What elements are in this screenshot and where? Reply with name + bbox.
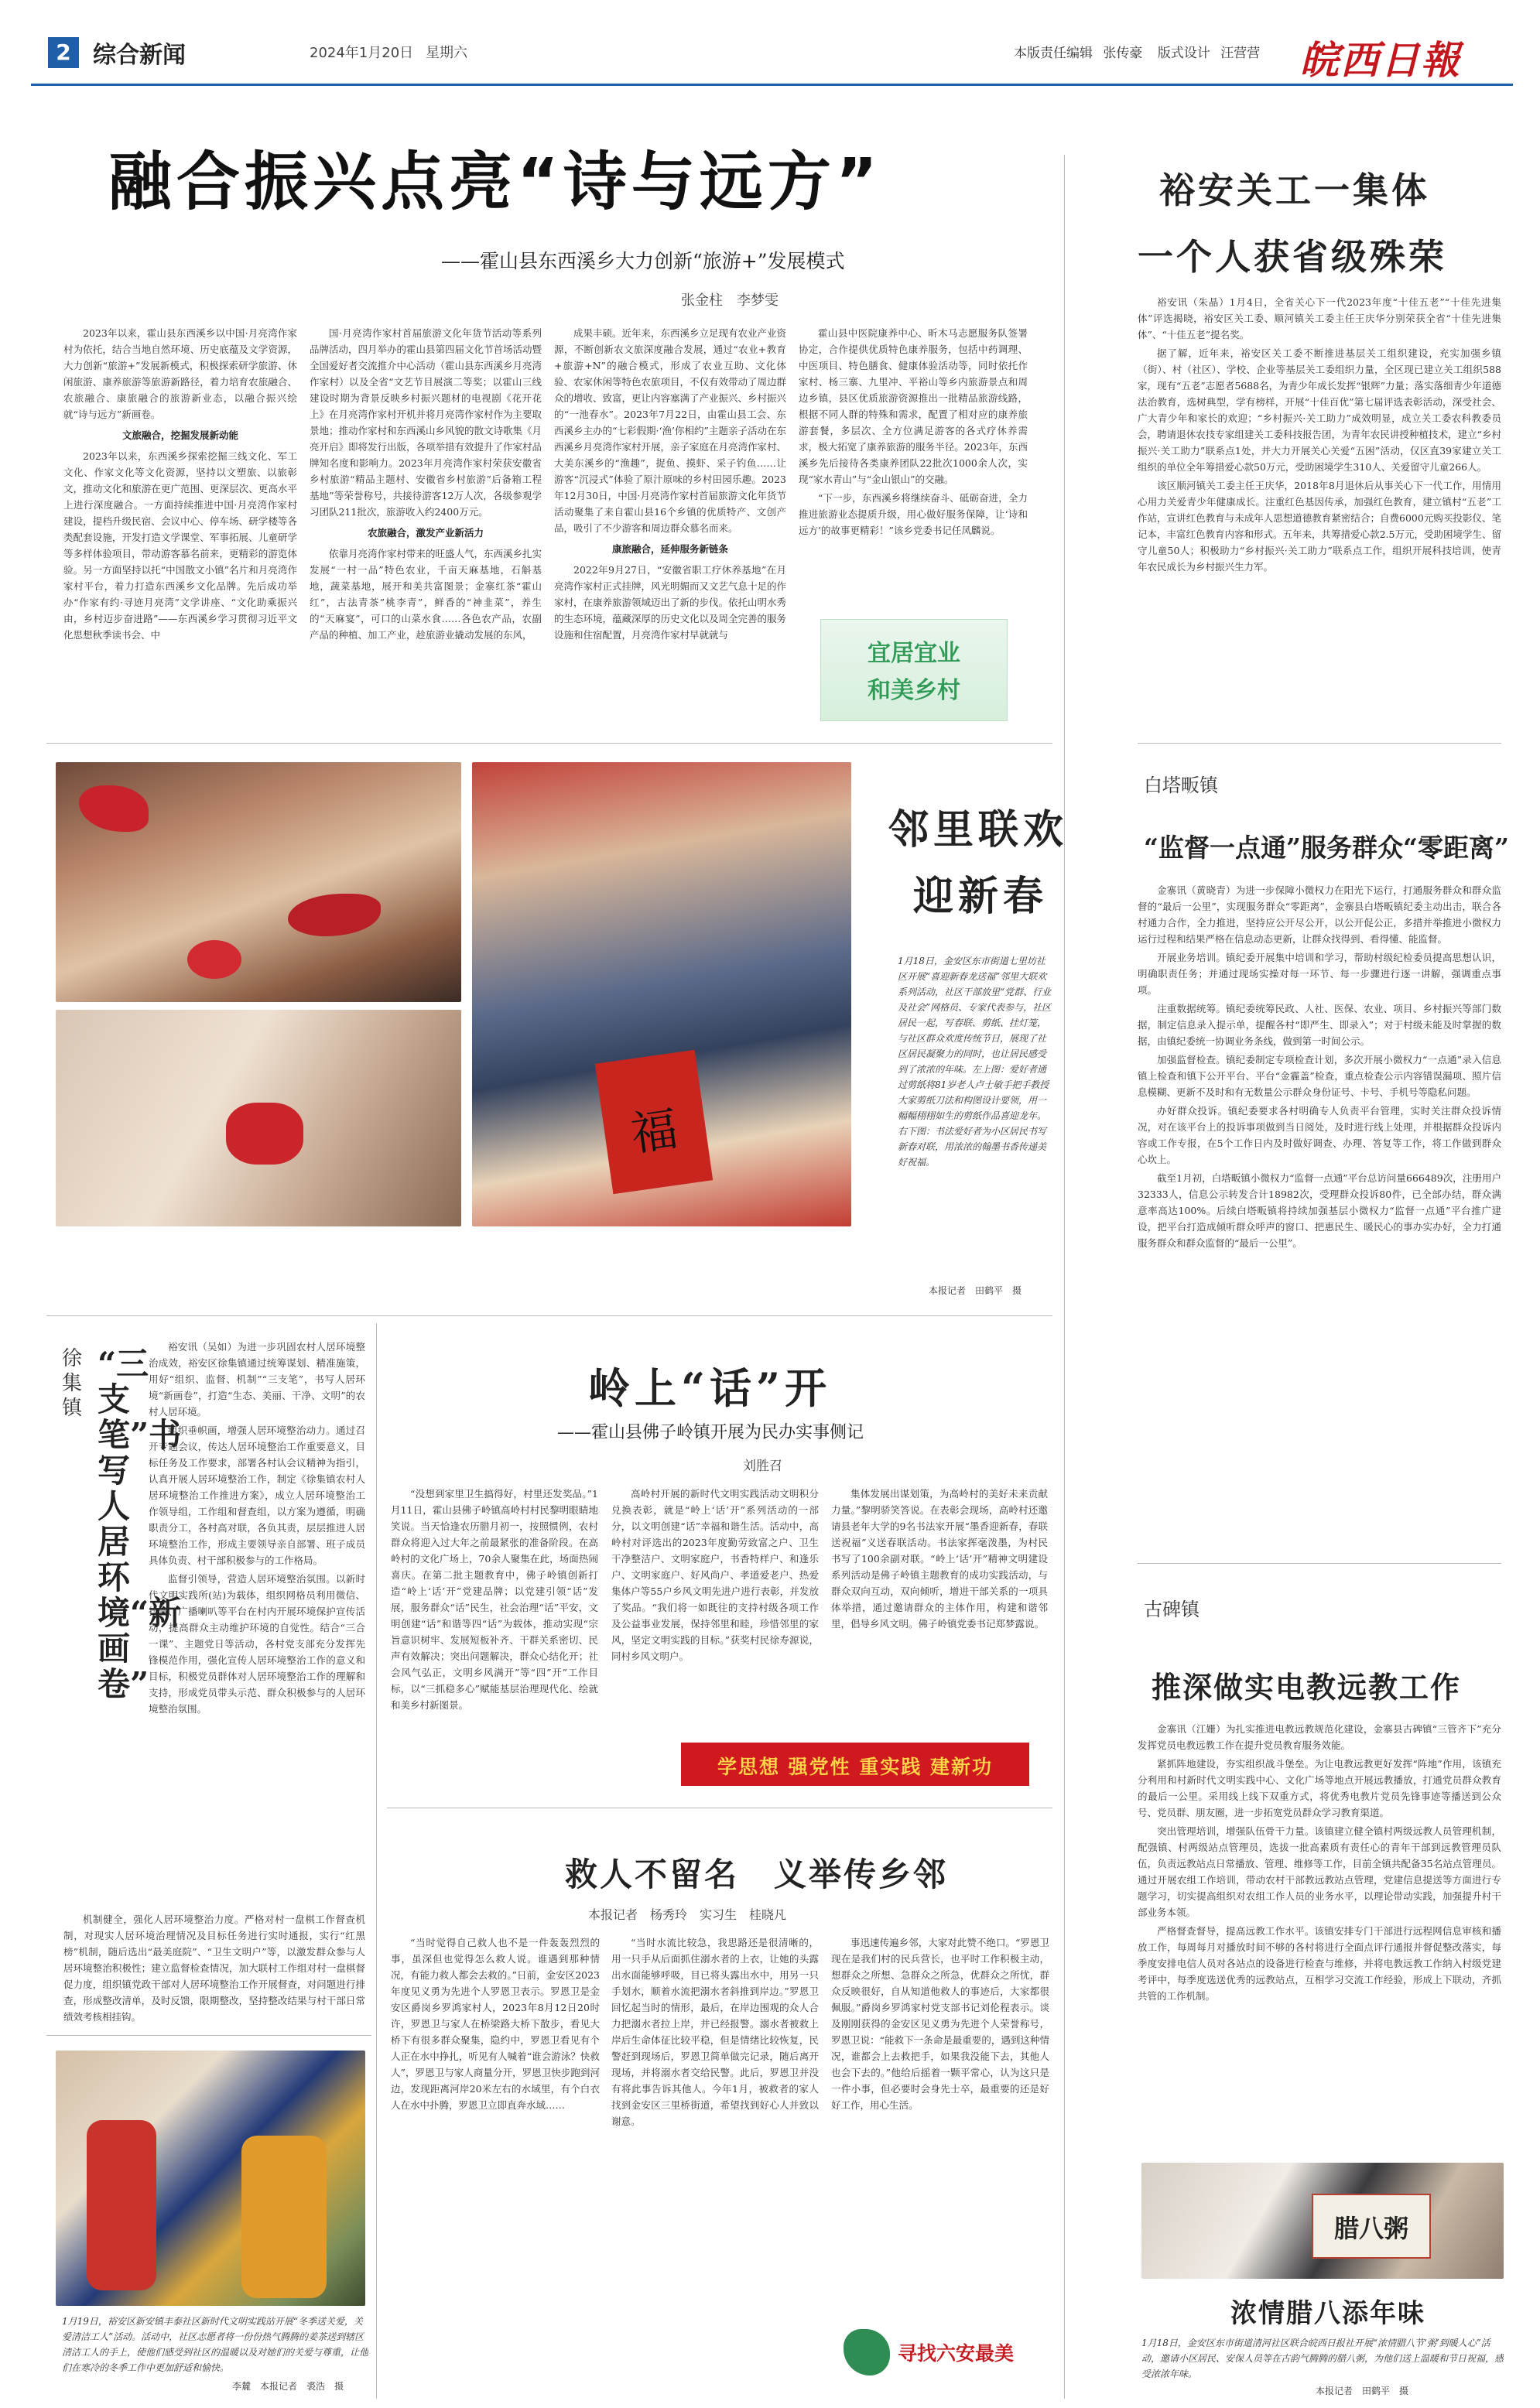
lingshang-paragraph: 高岭村开展的新时代文明实践活动文明积分兑换表彰，就是“岭上‘话’开”系列活动的一部分，以文明创建“话”幸福和谐生活。活动中，高岭村对评选出的2023年度勤劳致富之户、卫生干净整洁户、文明家庭户，书香特样户、和逢乐户、文明家庭户、好风尚户、孝道爱老户、热爱集体户等55户乡风文明先进户进行表彰，并发放了奖品。“我们将一如既往的支持村级各项工作及公益事业发展，保持邻里和睦，珍惜邻里的家风，坚定文明实践的目标。”获奖村民徐寿源说，同村乡风文明户。 [611,1488,819,1662]
calligraphy-photo [472,762,851,1226]
guqiang-body [1138,1721,1501,2154]
baita-town: 白塔畈镇 [1144,775,1218,796]
lead-paragraph: 依靠月亮湾作家村带来的旺盛人气，东西溪乡扎实发展“一村一品”特色农业，千亩天麻基地，石斛基地，蔬菜基地，展开和美共富图景；金寨红茶“霍山红”，古法青茶”桃李青”，鲜香的“神韭菜”，养生的“天麻宴”，可口的山菜水食……各色农产品，农副产品的种植、加工产业，趁旅游业撬动发展的东风， [310,548,542,641]
livable-village-badge [820,619,1008,721]
lead-subhead: 文旅融合，挖掘发展新动能 [121,429,238,441]
guqiang-title: 推深做实电教远教工作 [1152,1670,1462,1705]
volunteer-jacket [87,2120,156,2290]
photo2-credit: 李麓 本报记者 裘浩 摄 [232,2381,344,2392]
photo1-title-2: 迎新春 [913,873,1049,920]
masthead-logo: 皖西日報 [1300,37,1461,83]
lingshang-column-1 [391,1486,598,1718]
lead-paragraph: 2023年以来，东西溪乡探索挖掘三线文化、军工文化、作家文化等文化资源，坚持以文塑旅、以旅彰文，推动文化和旅游在更广范围、更深层次、更高水平上进行深度融合。一方面持续推进中国·月亮湾作家村建设，提档升级民宿、会议中心、停车场、研学楼等各类配套设施，开发打造文学课堂、军事拓展、儿童研学等多样体验项目，带动游客慕名前来，更精彩的游览体验。另一方面坚持以托“中国散文小镇”名片和月亮湾作家村平台，着力打造东西溪乡文化品牌。先后成功举办“作家有约·寻迹月亮湾”文学讲座、“文化助乘振兴由，乡村迈步奋进路”——东西溪乡学习贯彻习近平文化思想秋季读书会、中 [63,450,297,641]
editor-name: 张传豪 [1103,46,1143,61]
lead-subheadline: ——霍山县东西溪乡大力创新“旅游+”发展模式 [441,250,845,272]
photo3-caption: 1月18日，金安区东市街道清河社区联合皖西日报社开展“浓情腊八节‘粥’到暖人心”活动，邀请小区居民、安保人员等在古韵气腾腾的腊八粥，为他们送上温暖和节日祝福，感受浓浓年味。 [1141,2338,1504,2379]
jiuren-byline: 本报记者 杨秀玲 实习生 桂晓凡 [588,1907,787,1922]
lead-paragraph: 国·月亮湾作家村首届旅游文化年货节活动等系列品牌活动，四月举办的霍山县第四届文化节首场活动暨全国爱好者交流推介中心活动（霍山县东西溪乡月亮湾作家村）以及全省“文艺节目展演二等奖；以霍山三线建设时期为背景反映乡村振兴题材的电视剧《花开花上》在月亮湾作家村开机并将月亮湾作家村作为主要取景地；推动作家村和东西溪山乡风貌的散文诗歌集《月亮开启》即将发行出版，各项举措有效提升了作家村品牌知名度和影响力。2023年月亮湾作家村荣获安徽省乡村旅游“精品主题村、安徽省乡村旅游”后备箱工程基地”等荣誉称号，共接待游客12万人次，各级参观学习团队211批次，旅游收入约2400万元。 [310,327,542,518]
laba-porridge-photo [1141,2163,1504,2279]
baita-paragraph: 金寨讯（黄晓青）为进一步保障小微权力在阳光下运行，打通服务群众和群众监督的“最后一公里”，实现服务群众“零距离”，金寨县白塔畈镇纪委主动出击，联合各村通力合作，全力推进，坚持应公开尽公开，以公开促公正，多措并举推进小微权力运行过程和结果严格在信息动态更新，让群众找得到、看得懂、能监督。 [1138,884,1501,945]
page-header [31,29,1513,84]
guqiang-paragraph: 严格督查督导，提高远教工作水平。该镇安排专门干部进行远程网信息审核和播放工作，每周每月对播放时间不够的各村将进行全面点评行通报并督促整改落实，每季度安排电信人员对各站点的设备进行检查与维修，并将电教远教工作纳入村级党建考评中，每季度选送优秀的远教站点，互相学习交流工作经验，形成上下联动，齐抓共管的工作机制。 [1138,1925,1501,2002]
jiuren-paragraph: “当时水流比较急，我思路还是很清晰的，用一只手从后面抓住溺水者的上衣，让她的头露出水面能够呼吸，目已将头露出水中，用另一只手划水，顺着水流把溺水者斜推到岸边。”罗恩卫回忆起当时的情形，最后，在岸边围观的众人合力把溺水者拉上岸，并已经报警。溺水者被救上岸后生命体征比较平稳，但是情绪比较恢复，民警赶到现场后，罗恩卫简单做完记录，随后离开现场，并将溺水者交给民警。此后，罗恩卫并没有将此事告诉其他人。今年1月，被救者的家人找到金安区三里桥街道，希望找到好心人并致以谢意。 [611,1937,819,2127]
laba-sign-text: 腊八粥 [1333,2214,1408,2243]
lead-column-3 [554,325,786,720]
baita-paragraph: 办好群众投诉。镇纪委要求各村明确专人负责平台管理，实时关注群众投诉情况，对在该平台上的投诉事项做到当日阅处，及时进行线上处理，并根据群众投诉内容或工作专报，在5个工作日内及时做好调查、办理、答复等工作，将工作做到群众心坎上。 [1138,1105,1501,1165]
lead-subhead: 康旅融合，延伸服务新链条 [611,543,728,555]
red-paper-cut [226,1103,303,1165]
lead-paragraph: 成果丰硕。近年来，东西溪乡立足现有农业产业资源，不断创新农文旅深度融合发展，通过“农业+教育+旅游+N”的融合模式，形成了农业互助、文化体验、农家休闲等特色农旅项目，不仅有效带动了周边群众的增收、致富，更让内容塞满了产业振兴、乡村振兴的“一池春水”。2023年7月22日，由霍山县工会、东西溪乡主办的“七彩假期·‘渔’你相约”主题亲子活动在东西溪乡月亮湾作家村开展，亲子家庭在月亮湾作家村、大美东溪乡的“渔趣”，捉鱼、摸虾、采子钓鱼……让游客“沉浸式”体验了原汁原味的乡村田园乐趣。2023年12月30日，中国·月亮湾作家村首届旅游文化年货节活动聚集了来自霍山县16个乡镇的优质特产、文创产品，吸引了不少游客和周边群众慕名而来。 [554,327,786,534]
lingshang-paragraph: 集体发展出谋划策，为高岭村的美好未来贡献力量。”黎明骄笑答说。在表彰会现场，高岭村还邀请县老年大学的9名书法家开展“墨香迎新春，春联送祝福”义送春联活动。书法家挥毫泼墨，为村民书写了100余副对联。“岭上‘话’开”精神文明建设系列活动是佛子岭镇主题教育的成功实践活动，与群众双向互动，双向倾听，增进干部关系的一项具体举措，通过邀请群众的主体作用，构建和谐邻里，倡导乡风文明。佛子岭镇党委书记郑梦露说。 [831,1488,1048,1630]
issue-date: 2024年1月20日 [310,45,414,61]
photo3-credit: 本报记者 田鹤平 摄 [1316,2386,1409,2396]
lead-headline: 融合振兴点亮“诗与远方” [108,145,882,219]
badge-line-2: 和美乡村 [868,677,960,704]
lead-paragraph: 2023年以来，霍山县东西溪乡以中国·月亮湾作家村为依托，结合当地自然环境、历史底蕴及文学资源，大力创新“旅游+”发展新模式，积极探索研学旅游、休闲旅游、康养旅游等旅游新路径，着力培育农旅融合、农旅融合、康旅融合的旅游新业态，以融合振兴绘就“诗与远方”新画卷。 [63,327,297,420]
guqiang-paragraph: 金寨讯（江姗）为扎实推进电教远教规范化建设，金寨县古碑镇“三管齐下”充分发挥党员电教远教工作在提升党员教育服务效能。 [1138,1723,1501,1751]
editor-label: 本版责任编辑 [1014,46,1093,61]
lingshang-paragraph: “没想到家里卫生搞得好，村里还发奖品。”1月11日，霍山县佛子岭镇高岭村村民黎明眼睛地笑说。当天恰逢农历腊月初一，按照惯例，农村群众将迎入过大年之前最紧张的准备阶段。在高岭村的文化广场上，70余人聚集在此，场面热闹喜庆。在第二批主题教育中，佛子岭镇创新打造“岭上‘话’开”党建品牌；以党建引领“话”发展，服务群众“话”民生，社会治理“话”平安，文明创建“话”和谐等四“话”为载体，推动实现“宗旨意识树牢、发展短板补齐、干群关系密切、民声有效解决；突出问题解决，群众心结化开；社会风气弘正，文明乡风满开”等“四”开”工作目标，以“三抓稳多心”赋能基层治理现代化、绘就和美乡村新图景。 [391,1488,598,1711]
photo1-title-1: 邻里联欢 [888,806,1069,853]
section-name: 综合新闻 [93,42,186,69]
yuan-paragraph: 裕安讯（朱晶）1月4日，全省关心下一代2023年度“十佳五老”“十佳先进集体”评选揭晓，裕安区关工委、顺河镇关工委主任王庆华分别荣获全省“十佳先进集体”、“十佳五老”提名奖。 [1138,296,1501,340]
guqiang-paragraph: 紧抓阵地建设，夯实组织战斗堡垒。为让电教远教更好发挥“阵地”作用，该镇充分利用和村新时代文明实践中心、文化广场等地点开展远教播放，打通党员群众教育的最后一公里。采用线上线下双重方式，将优秀电教片党员先锋事迹等播送到公众号、党员群、朋友圈，进一步拓宽党员群众学习教育渠道。 [1138,1758,1501,1818]
lead-column-1 [63,325,297,720]
lead-byline: 张金柱 李梦雯 [681,292,779,309]
section-divider [46,1315,1052,1316]
guqiang-town: 古碑镇 [1144,1599,1199,1620]
column-divider [376,1323,377,2399]
photo1-caption: 1月18日，金安区东市街道七里坊社区开展“喜迎新春龙送福”邻里大联欢系列活动，社区干部放里“党群、行业及社会”网格员、专家代表参与，社区居民一起，写春联、剪纸、挂灯笼，与社区群众欢度传统节日，展现了社区居民凝聚力的同时，也让居民感受到了浓浓的年味。左上图：爱好者通过剪纸将81岁老人卢士敏手把手教授大家剪纸刀法和构图设计要领，用一幅幅栩栩如生的剪纸作品喜迎龙年。右下图：书法爱好者为小区居民书写新春对联，用浓浓的翰墨书香传递美好祝福。 [898,956,1052,1168]
xuji-town: 徐集镇 [62,1347,83,1420]
party-slogan-banner [681,1743,1029,1786]
xuji-body-bottom [63,1911,365,2027]
worker-uniform [241,2136,327,2298]
editor-info [1014,42,1260,61]
photo3-title: 浓情腊八添年味 [1230,2298,1425,2329]
jiuren-column-2 [611,1934,819,2399]
red-paper-cut [288,894,381,936]
lingshang-column-2 [611,1486,819,1718]
family-photo [56,1010,461,1226]
party-slogan-text: 学思想 强党性 重实践 建新功 [717,1756,994,1778]
seek-most-beautiful-badge [836,2321,1046,2383]
designer-label: 版式设计 [1157,46,1210,61]
lingshang-byline: 刘胜召 [743,1459,782,1474]
xuji-paragraph: 组织垂帜画，增强人居环境整治动力。通过召开专题会议，传达人居环境整治工作重要意义，目标任务及工作要求，部署各村认会议精神为指引，认真开展人居环境整治工作，制定《徐集镇农村人居环境整治工作推进方案》，成立人居环境整治工作领导组，工作组和督查组，以方案为遵循，明确职责分工，各村高对联，各负其责，层层推进人居环境整治工作，形成主要领导亲自部署、班子成员具体负责、村干部积极参与的工作格局。 [149,1425,365,1566]
photo1-credit: 本报记者 田鹤平 摄 [929,1285,1022,1296]
lingshang-subtitle: ——霍山县佛子岭镇开展为民办实事侧记 [557,1423,864,1442]
guqiang-paragraph: 突出管理培训，增强队伍骨干力量。该镇建立健全镇村两级远教人员管理机制，配强镇、村两级站点管理员，选拔一批高素质有责任心的青年干部到远教管理员队伍，负责远教站点日常播放、管理、维修等工作，目前全镇共配备35名站点管理员。通过开展农组工作培训，带动农村干部教远教站点管理，党建信息提送等方面进行专题学习，切实提高组织对农组工作人员的业务水平，以理论带动实践，加强提升村干部业务本领。 [1138,1825,1501,1918]
ginger-tea-photo [56,2051,365,2306]
xuji-paragraph: 裕安讯（吴如）为进一步巩固农村人居环境整治成效，裕安区徐集镇通过统筹谋划、精准施策，用好“组织、监督、机制”“三支笔”，书写人居环境“新画卷”，打造“生态、美丽、干净、文明”的农村人居环境。 [149,1341,365,1418]
baita-paragraph: 注重数据统筹。镇纪委统筹民政、人社、医保、农业、项目、乡村振兴等部门数据，制定信息录入提示单，提醒各村“即严生、即录入”；对于村级未能及时掌握的数据，由镇纪委统一协调业务条线，做到第一时间公示。 [1138,1003,1501,1047]
jiuren-column-3 [831,1934,1049,2314]
lead-paragraph: “下一步，东西溪乡将继续奋斗、砥砺奋进，全力推进旅游业态提质升级，用心做好服务保障，让‘诗和远方’的故事更精彩！”该乡党委书记任凤麟说。 [799,492,1028,536]
baita-paragraph: 截至1月初，白塔畈镇小微权力“监督一点通”平台总访问量666489次，注册用户32333人，信息公示转发合计18982次，受理群众投诉80件，已全部办结，群众满意率高达100%。后续白塔畈镇将持续加强基层小微权力“监督一点通”平台推广建设，把平台打造成倾听群众呼声的窗口、把惠民生、暖民心的事办实办好，全力打通服务群众和群众监督的“最后一公里”。 [1138,1172,1501,1249]
fu-character: 福 [628,1102,682,1162]
paper-cutting-photo [56,762,461,1002]
header-rule [31,84,1513,86]
jiuren-paragraph: 事迅速传遍乡邻，大家对此赞不绝口。“罗恩卫现在是我们村的民兵营长，也平时工作积极主动，想群众之所想、急群众之所急，优群众之所忧，群众反映很好，自从知道他救人的事迹后，大家都很佩服。”爵岗乡罗鸿家村党支部书记刘伦程表示。谈及刚刚获得的金安区见义勇为先进个人荣誉称号，罗恩卫说：“能救下一条命是最重要的，遇到这种情况，谁都会上去救把手，如果我没能下去，其他人也会下去的。”他给后摇着一颗平常心，认为这只是一件小事，但必要时会身先士卒，最重要的还是好好工作，用心生活。 [831,1937,1049,2111]
lead-column-2 [310,325,542,720]
red-paper-cut [187,940,241,979]
lingshang-column-3 [831,1486,1048,1718]
column-divider [1064,155,1065,2399]
issue-weekday: 星期六 [426,45,467,61]
lead-subhead: 农旅融合，激发产业新活力 [367,527,484,539]
seek-badge-text: 寻找六安最美 [898,2342,1015,2365]
jiuren-paragraph: “当时觉得自己救人也不是一件轰轰烈烈的事，虽深但也觉得怎么救人说。谁遇到那种情况，有能力救人都会去救的。”日前，金安区2023年度见义勇为先进个人罗恩卫表示。罗恩卫是金安区爵岗乡罗鸿家村人，2023年8月12日20时许，罗恩卫与家人在桥梁路大桥下散步，看见大桥下有很多群众聚集，隐约中，罗恩卫看见有个人正在水中挣扎，听见有人喊着“谁会游泳？快救人”，罗恩卫与家人商量分开，罗恩卫快步跑到河边，发现距离河岸20米左右的水域里，有个白衣人在水中扑腾，罗恩卫立即直奔水域…… [391,1937,600,2111]
photo2-caption: 1月19日，裕安区新安镇丰泰社区新时代文明实践站开展“冬季送关爱，关爱清洁工人”活动。活动中，社区志愿者将一份份热气腾腾的姜茶送到辖区清洁工人的手上，使他们感受到社区的温暖以及对她们的关爱与尊重，让他们在寒冷的冬季工作中更加舒适和愉快。 [62,2316,368,2373]
page-number: 2 [48,37,79,68]
yuan-body [1138,294,1501,712]
xuji-title: “三支笔”书写人居环境“新画卷” [98,1345,182,1703]
yuan-paragraph: 该区顺河镇关工委主任王庆华，2018年8月退休后从事关心下一代工作，用情用心用力关爱青少年健康成长。注重红色基因传承，加强红色教育，建立镇村“五老”工作站，宣讲红色教育与未成年人思想道德教育紧密结合；自费6000元购买投影仪、笔记本，丰富红色教育内容和形式。五年来，共筹措爱心款2.5万元，受助困境学生、留守儿童50人；积极助力“乡村振兴·关工助力”联系点工作，组织开展科技培训，使青年农民成长为乡村振兴生力军。 [1138,480,1501,573]
section-divider [1138,1563,1501,1564]
section-divider [46,2035,371,2036]
red-paper-cut [79,785,149,832]
jiuren-column-1 [391,1934,600,2399]
lead-column-4 [799,325,1028,611]
yuan-title-1: 裕安关工一集体 [1159,169,1430,211]
badge-line-1: 宜居宜业 [868,640,960,667]
lingshang-title: 岭上“话”开 [588,1363,832,1413]
lead-paragraph: 霍山县中医院康养中心、昕木马志愿服务队签署协定，合作提供优质特色康养服务，包括中药调理、中医项目、特色膳食、健康体验活动等，同时依托作家村、杨三寨、九里冲、平裕山等乡内旅游景点和周边乡镇，县区优质旅游资源推出一批精品旅游线路，根据不同人群的特殊和需求，配置了相对应的康养旅游套餐，多层次、全方位满足游客的各式疗休养需求，极大拓宽了康养旅游的服务半径。2023年，东西溪乡先后接待各类康养团队22批次1000余人次，实现“家水青山”与“金山银山”的交融。 [799,327,1028,485]
laba-sign [1312,2194,1431,2259]
section-divider [46,743,1052,744]
baita-body [1138,882,1501,1517]
yuan-title-2: 一个人获省级殊荣 [1138,236,1447,278]
baita-title: “监督一点通”服务群众“零距离” [1144,833,1509,863]
baita-paragraph: 开展业务培训。镇纪委开展集中培训和学习，帮助村级纪检委员提高思想认识，明确职责任务；并通过现场实操对每一环节、每一步骤进行逐一讲解，强调重点事项。 [1138,952,1501,996]
xuji-paragraph: 机制健全，强化人居环境整治力度。严格对村一盘棋工作督查机制，对现实人居环境治理情况及目标任务进行实时通报，实行“红黑榜”机制，随后选出“最美庭院”、“卫生文明户”等，以激发群众参与人居环境整治积极性；建立监督检查情况，加大联村工作组对村一盘棋督促力度，组织镇党政干部对人居环境整治工作开展督查，对问题进行排查，形成整改清单，及时反馈，限期整改，坚持整改结果与村干部日常绩效考核相挂钩。 [63,1914,365,2023]
xuji-paragraph: 监督引领导，营造人居环境整治氛围。以新时代文明实践所(站)为载体，组织网格员利用微信、抖音、广播喇叭等平台在村内开展环境保护宣传活动，提高群众主动维护环境的自觉性。结合“三合一课”、主题党日等活动，各村党支部充分发挥先锋模范作用，强化宣传人居环境整治工作的意义和目标，积极党员群体对人居环境整治工作的理解和支持，形成党员带头示范、群众积极参与的人居环境整治氛围。 [149,1573,365,1715]
baita-paragraph: 加强监督检查。镇纪委制定专项检查计划，多次开展小微权力“一点通”录入信息镇上检查和镇下公开平台、平台“金霾盖”检查，重点检查公示内容错误漏项、照片信息模糊、更新不及时和有无数量公示群众身份证号、卡号、手机号等隐私问题。 [1138,1054,1501,1098]
yuan-paragraph: 据了解，近年来，裕安区关工委不断推进基层关工组织建设，充实加强乡镇（街）、村（社区）、学校、企业等基层关工委组织力量，全区现已建立关工组织588家，现有“五老”志愿者5688名，为青少年成长发挥“银辉”力量；落实落细青少年道德法治教育，选树典型，学有榜样，开展“十佳百优”第七届评选表彰活动，深受社会、广大青少年和家长的欢迎；“乡村振兴·关工助力”成效明显，成立关工委农科教委员会，聘请退休农技专家组建关工委科技报告团，为青年农民讲授种植技术，建立“乡村振兴·关工助力”联系点1处，并大力开展关心关爱“五困”活动，仅区直39家建立关工组织的单位全年筹措爱心款50万元，受助困境学生310人、关爱留守儿童266人。 [1138,347,1501,473]
lead-paragraph: 2022年9月27日，“安徽省职工疗休养基地”在月亮湾作家村正式挂牌，风光明媚而又文艺气息十足的作家村，在康养旅游领域迈出了新的步伐。依托山明水秀的生态环境，蕴藏深厚的历史文化以及周全完善的服务设施和住宿配置，月亮湾作家村早就就与 [554,564,786,641]
jiuren-title: 救人不留名 义举传乡邻 [565,1856,949,1893]
anhui-map-icon [844,2329,890,2376]
designer-name: 汪营营 [1220,46,1261,61]
section-divider [1138,743,1501,744]
